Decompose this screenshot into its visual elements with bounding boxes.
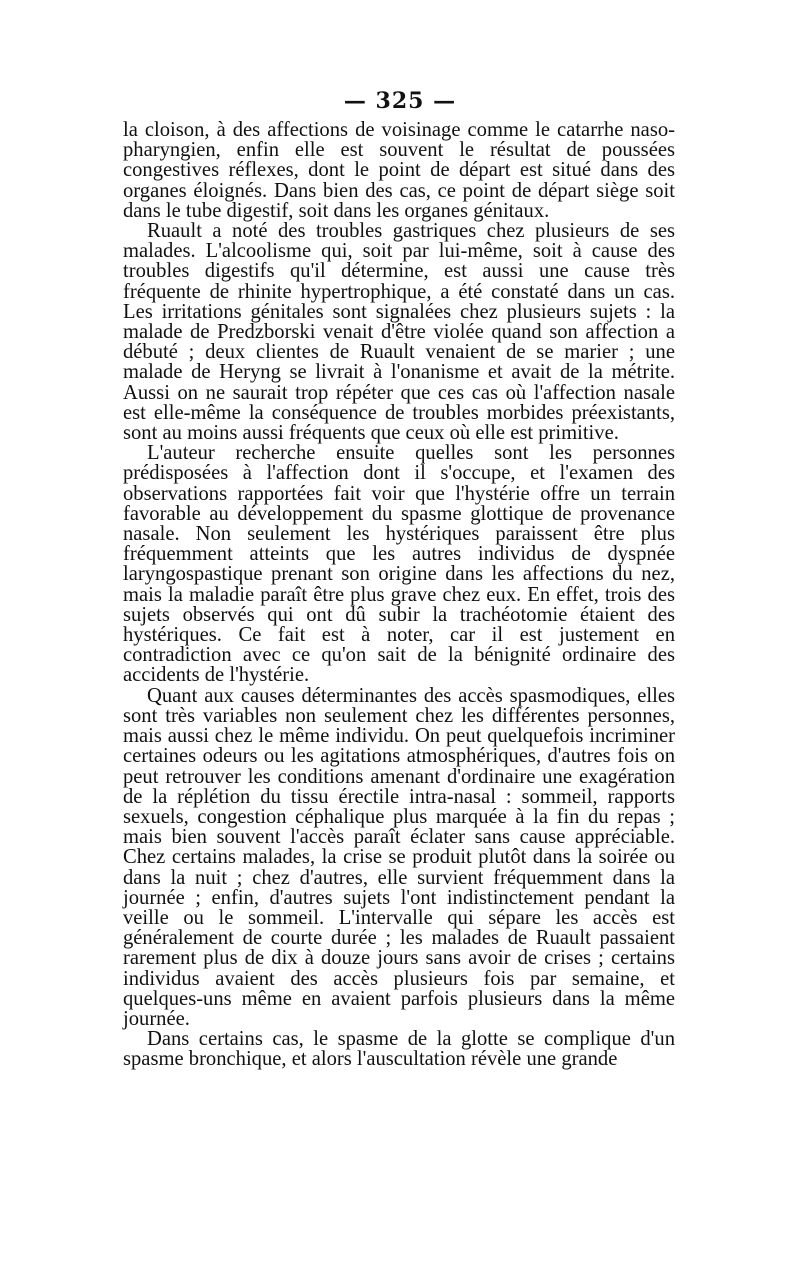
paragraph-hysteria: L'auteur recherche ensuite quelles sont les personnes prédisposées à l'affection dont il s'occupe, et l'examen des observations rapportées fait voir que l'hystérie offre un terrain favorable au développement du spasme glottique de provenance nasale. Non seulement les hystériques paraissent être plus fréquemment atteints que les autres individus de dyspnée laryngospastique prenant son origine dans les affections du nez, mais la maladie paraît être plus grave chez eux. En effet, trois des sujets observés qui ont dû subir la trachéotomie étaient des hystériques. Ce fait est à noter, car il est justement en contradiction avec ce qu'on sait de la bénignité ordinaire des accidents de l'hystérie. [123,442,675,687]
paragraph-ruault-gastric: Ruault a noté des troubles gastriques chez plusieurs de ses malades. L'alcoolisme qui, soit par lui-même, soit à cause des troubles digestifs qu'il détermine, est aussi une cause très fréquente de rhinite hypertrophique, a été constaté dans un cas. Les irritations génitales sont signalées chez plusieurs sujets : la malade de Predzborski venait d'être violée quand son affection a débuté ; deux clientes de Ruault venaient de se marier ; une malade de Heryng se livrait à l'onanisme et avait de la métrite. Aussi on ne saurait trop répéter que ces cas où l'affection nasale est elle-même la conséquence de troubles morbides préexistants, sont au moins aussi fréquents que ceux où elle est primitive. [123,220,675,445]
paragraph-continued: la cloison, à des affections de voisinage comme le catarrhe naso-pharyngien, enfin elle est souvent le résultat de poussées congestives réflexes, dont le point de départ est situé dans des organes éloignés. Dans bien des cas, ce point de départ siège soit dans le tube digestif, soit dans les organes génitaux. [123,119,675,222]
body-text [123,120,675,1070]
page-number: — 325 — [343,88,457,114]
paragraph-bronchial-spasm: Dans certains cas, le spasme de la glotte se complique d'un spasme bronchique, et alors l'auscultation révèle une grande [123,1028,675,1071]
paragraph-determinant-causes: Quant aux causes déterminantes des accès spasmodiques, elles sont très variables non seulement chez les différentes personnes, mais aussi chez le même individu. On peut quelquefois incriminer certaines odeurs ou les agitations atmosphériques, d'autres fois on peut retrouver les conditions amenant d'ordinaire une exagération de la réplétion du tissu érectile intra-nasal : sommeil, rapports sexuels, congestion céphalique plus marquée à la fin du repas ; mais bien souvent l'accès paraît éclater sans cause appréciable. Chez certains malades, la crise se produit plutôt dans la soirée ou dans la nuit ; chez d'autres, elle survient fréquemment dans la journée ; enfin, d'autres sujets l'ont indistinctement pendant la veille ou le sommeil. L'intervalle qui sépare les accès est généralement de courte durée ; les malades de Ruault passaient rarement plus de dix à douze jours sans avoir de crises ; certains individus avaient des accès plusieurs fois par semaine, et quelques-uns même en avaient parfois plusieurs dans la même journée. [123,684,675,1030]
